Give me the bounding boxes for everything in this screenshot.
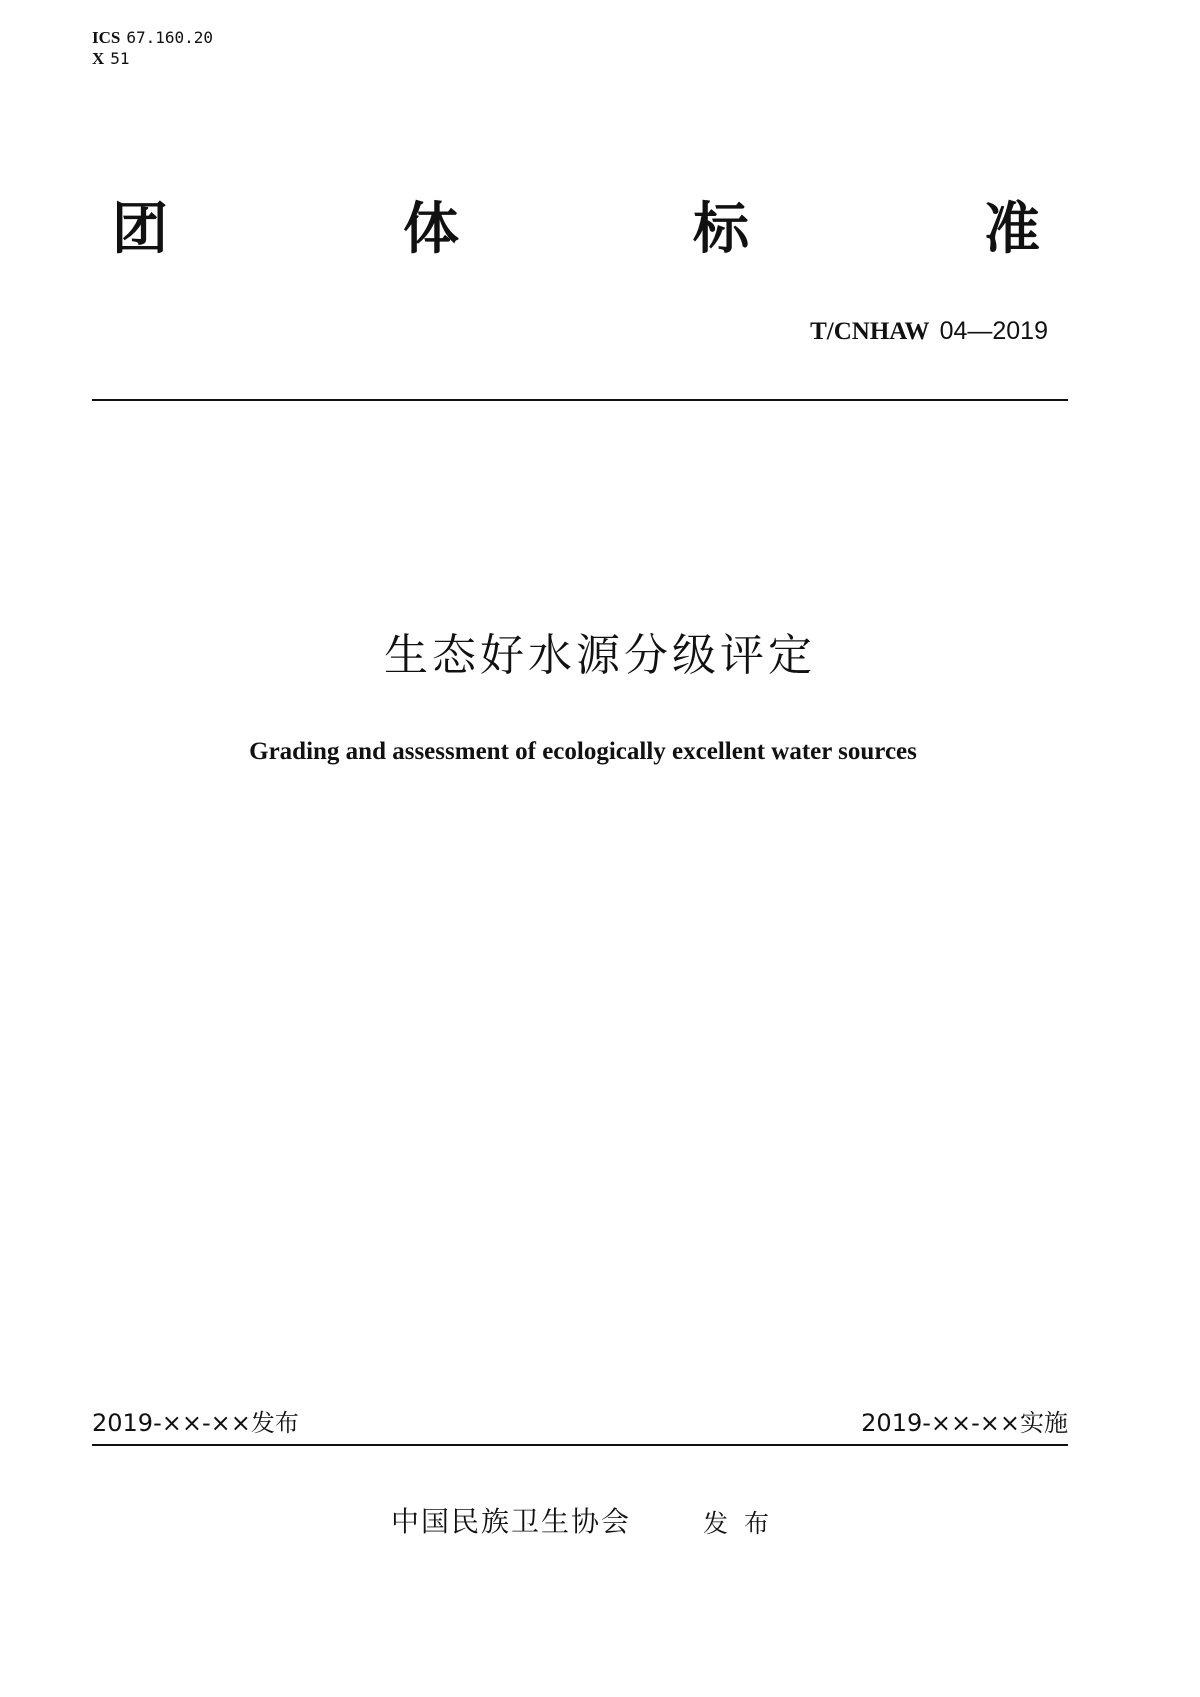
publish-label: 发布 — [703, 1509, 786, 1538]
ics-label: ICS — [92, 28, 121, 47]
document-title-chinese: 生态好水源分级评定 — [384, 630, 816, 681]
header-divider — [92, 399, 1068, 401]
footer-divider — [92, 1444, 1068, 1446]
issue-date: 2019-××-××发布 — [92, 1409, 299, 1437]
standard-prefix: T/CNHAW — [810, 318, 930, 345]
standard-type-char: 标 — [693, 197, 749, 262]
ccs-label: X — [92, 49, 105, 68]
standard-number — [810, 316, 1048, 347]
publisher-name: 中国民族卫生协会 — [391, 1505, 632, 1538]
standard-type-char: 团 — [112, 197, 168, 262]
standard-code: 04—2019 — [939, 317, 1048, 345]
ccs-classification — [92, 49, 130, 69]
ccs-code: 51 — [110, 49, 130, 68]
standard-type-char: 体 — [403, 197, 459, 262]
document-title-english: Grading and assessment of ecologically excellent water sources — [249, 738, 917, 765]
implementation-date: 2019-××-××实施 — [861, 1409, 1068, 1437]
ics-classification — [92, 28, 213, 48]
standard-type-char: 准 — [984, 197, 1040, 262]
ics-code: 67.160.20 — [126, 28, 214, 47]
